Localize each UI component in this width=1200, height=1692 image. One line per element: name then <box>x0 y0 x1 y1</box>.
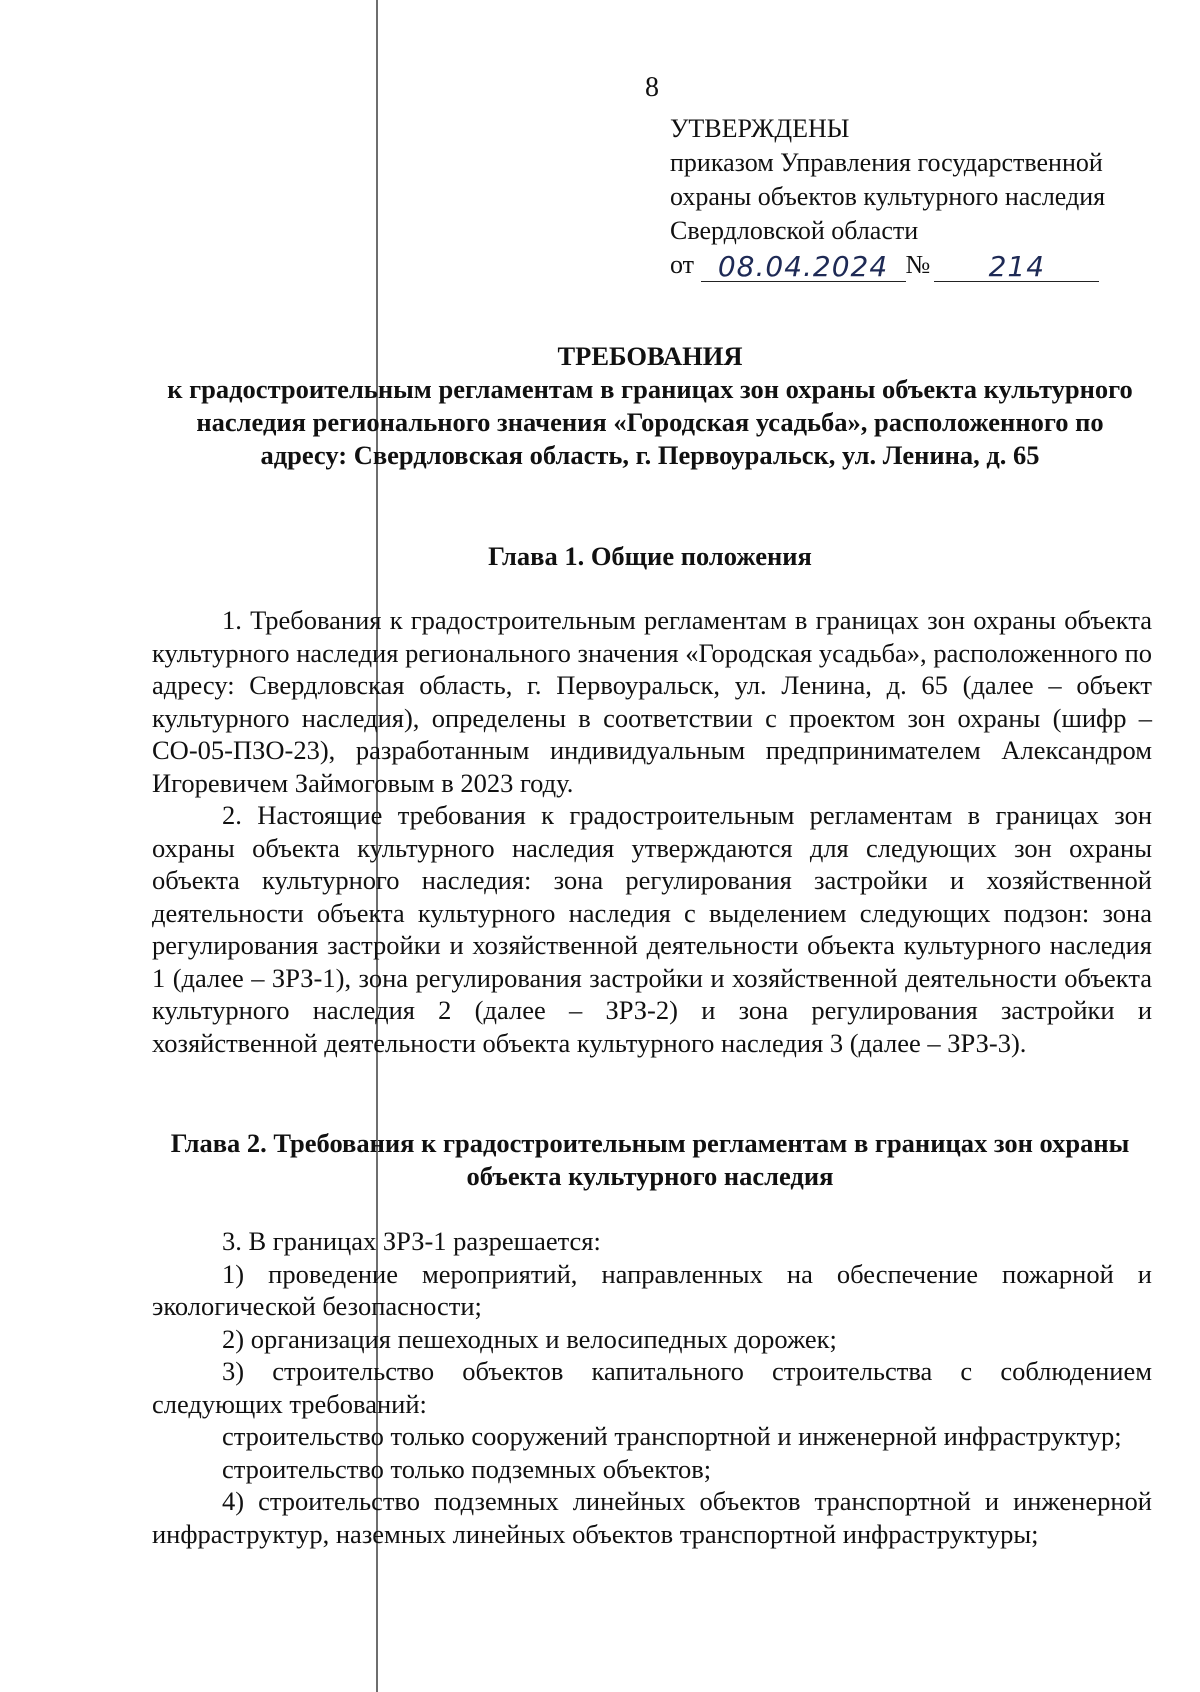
page-number: 8 <box>645 72 659 103</box>
approval-line-2: охраны объектов культурного наследия <box>670 182 1106 211</box>
paragraph-3: 3. В границах ЗРЗ-1 разрешается: <box>222 1226 601 1256</box>
title-sub: к градостроительным регламентам в границах зон охраны объекта культурного наследия регионального значения «Городская усадьба», расположенного по адресу: Свердловская область, г. Первоуральск, ул. Ленина, д. 65 <box>167 374 1133 470</box>
list-item-2: 2) организация пешеходных и велосипедных дорожек; <box>222 1323 837 1354</box>
paragraph-2: 2. Настоящие требования к градостроительным регламентам в границах зон охраны объекта культурного наследия утверждаются для следующих зон охраны объекта культурного наследия: зона регулирования застройки и хозяйственной деятельности объекта культурного наследия с выделением следующих подзон: зона регулирования застройки и хозяйственной деятельности объекта культурного наследия 1 (далее – ЗРЗ-1), зона регулирования застройки и хозяйственной деятельности объекта культурного наследия 2 (далее – ЗРЗ-2) и зона регулирования застройки и хозяйственной деятельности объекта культурного наследия 3 (далее – ЗРЗ-3). <box>152 800 1152 1058</box>
document-title <box>150 340 1150 472</box>
handwritten-date: 08.04.2024 <box>701 253 906 282</box>
chapter-2-body <box>152 1225 1152 1550</box>
list-item-1: 1) проведение мероприятий, направленных на обеспечение пожарной и экологической безопасности; <box>152 1258 1152 1321</box>
chapter-1-body <box>152 604 1152 1059</box>
from-label: от <box>670 250 695 279</box>
approval-stamp <box>670 112 1140 282</box>
approval-heading: УТВЕРЖДЕНЫ <box>670 114 850 143</box>
sub-item-infrastructure: строительство только сооружений транспортной и инженерной инфраструктур; <box>222 1421 1122 1451</box>
handwritten-number: 214 <box>934 253 1099 282</box>
number-label: № <box>905 250 931 279</box>
paragraph-1: 1. Требования к градостроительным регламентам в границах зон охраны объекта культурного наследия регионального значения «Городская усадьба», расположенного по адресу: Свердловская область, г. Первоуральск, ул. Ленина, д. 65 (далее – объект культурного наследия), определены в соответствии с проектом зон охраны (шифр – СО-05-ПЗО-23), разработанным индивидуальным предпринимателем Александром Игоревичем Займоговым в 2023 году. <box>152 605 1152 798</box>
list-item-4: 4) строительство подземных линейных объектов транспортной и инженерной инфраструктур, наземных линейных объектов транспортной инфраструктуры; <box>152 1486 1152 1549</box>
approval-line-1: приказом Управления государственной <box>670 148 1103 177</box>
sub-item-underground: строительство только подземных объектов; <box>222 1453 712 1484</box>
approval-line-3: Свердловской области <box>670 216 919 245</box>
chapter-1-heading: Глава 1. Общие положения <box>488 541 812 571</box>
approval-date-number-line <box>670 248 1140 282</box>
title-main: ТРЕБОВАНИЯ <box>557 341 743 371</box>
list-item-3: 3) строительство объектов капитального строительства с соблюдением следующих требований: <box>152 1356 1152 1419</box>
chapter-2-heading: Глава 2. Требования к градостроительным регламентам в границах зон охраны объекта культурного наследия <box>170 1128 1130 1191</box>
